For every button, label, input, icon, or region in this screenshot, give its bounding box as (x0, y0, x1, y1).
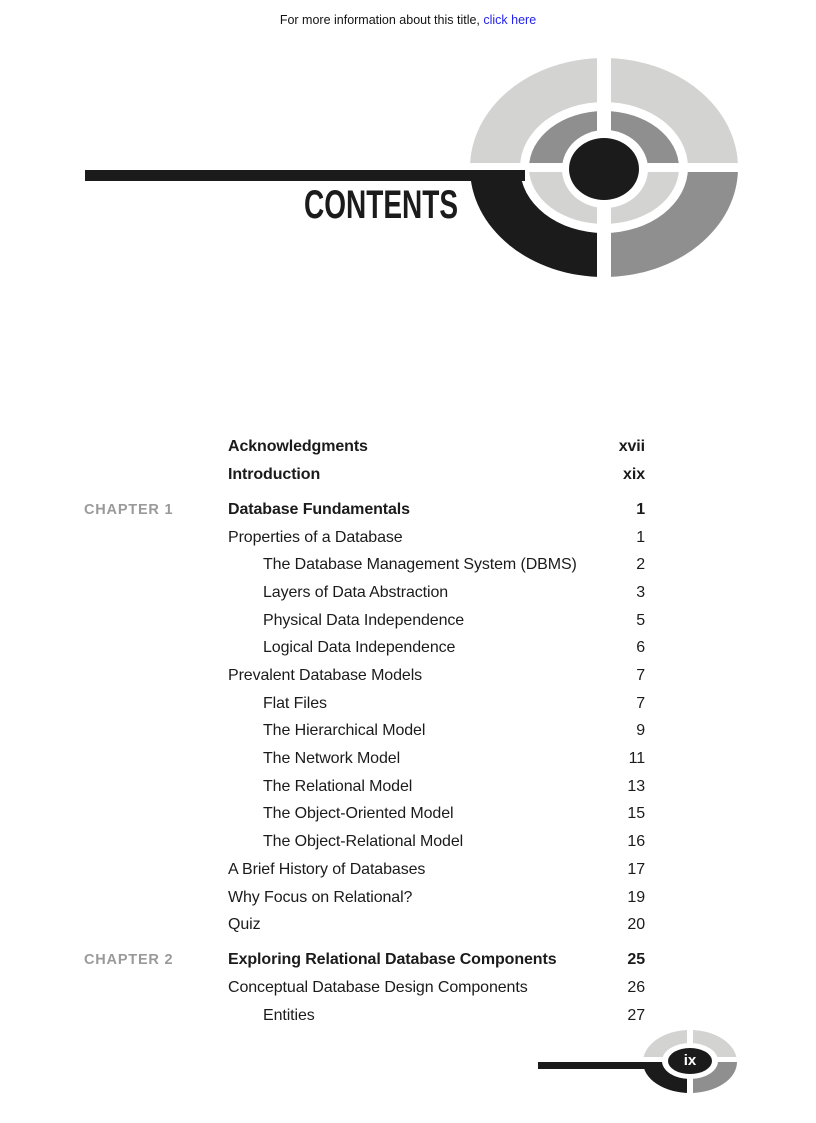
toc-row (84, 662, 645, 690)
toc-row (84, 884, 645, 912)
toc-row (84, 911, 645, 939)
entry-page-number: 17 (627, 860, 645, 878)
entry-page-number: 2 (636, 556, 645, 574)
toc-row (84, 690, 645, 718)
entry-title: The Database Management System (DBMS) (263, 556, 577, 574)
toc-row (84, 974, 645, 1002)
entry-page-number: 16 (627, 833, 645, 851)
entry-title: The Network Model (263, 750, 401, 768)
entry-page-number: 9 (636, 722, 645, 740)
toc-row (84, 800, 645, 828)
entry-page-number: xvii (618, 438, 645, 455)
entry-page-number: 26 (627, 979, 645, 997)
entry-page-number: 15 (627, 805, 645, 823)
entry-title: Logical Data Independence (263, 639, 456, 657)
footer-page-badge (668, 1048, 712, 1074)
entry-page-number: 25 (627, 951, 645, 969)
bullseye-logo (470, 58, 738, 277)
toc-row (84, 717, 645, 745)
bullseye-center (569, 138, 639, 200)
chapter-label: CHAPTER 1 (84, 501, 174, 518)
toc-row (84, 745, 645, 773)
entry-page-number: 3 (636, 583, 645, 601)
toc-row (84, 496, 645, 524)
entry-title: Properties of a Database (228, 528, 403, 546)
entry-title: Why Focus on Relational? (228, 888, 413, 906)
header-note-text: For more information about this title, (279, 13, 484, 27)
toc-row (84, 856, 645, 884)
toc-row (84, 551, 645, 579)
entry-title: Physical Data Independence (263, 611, 465, 629)
toc-row (84, 828, 645, 856)
entry-page-number: 1 (636, 528, 645, 546)
footer-bullseye-logo (643, 1030, 737, 1093)
entry-title: The Hierarchical Model (263, 722, 426, 740)
entry-page-number: 7 (636, 667, 645, 684)
entry-title: The Object-Relational Model (263, 833, 464, 851)
toc-row (84, 773, 645, 801)
entry-title: Flat Files (263, 694, 327, 712)
toc-row (84, 634, 645, 662)
entry-title: Exploring Relational Database Components (228, 951, 557, 969)
entry-page-number: 11 (628, 750, 645, 768)
toc-row (84, 607, 645, 635)
table-of-contents (84, 433, 645, 1029)
entry-title: Acknowledgments (228, 438, 368, 455)
header-note (0, 13, 816, 27)
toc-row (84, 1002, 645, 1030)
page-title: CONTENTS (304, 183, 458, 227)
entry-title: Entities (263, 1006, 315, 1024)
entry-title: A Brief History of Databases (228, 860, 426, 878)
entry-page-number: 13 (627, 777, 645, 795)
entry-title: Quiz (228, 916, 261, 934)
toc-row (84, 461, 645, 489)
entry-title: Conceptual Database Design Components (228, 979, 528, 997)
title-rule (85, 170, 525, 181)
toc-row (84, 433, 645, 461)
entry-page-number: 7 (636, 694, 645, 712)
entry-page-number: xix (623, 465, 645, 483)
entry-page-number: 1 (636, 500, 645, 518)
entry-page-number: 19 (627, 888, 645, 906)
entry-page-number: 6 (636, 639, 645, 657)
footer-page-number: ix (683, 1052, 697, 1069)
chapter-label: CHAPTER 2 (84, 952, 174, 969)
toc-row (84, 946, 645, 974)
click-here-link[interactable]: click here (483, 13, 537, 27)
toc-row (84, 524, 645, 552)
entry-title: Prevalent Database Models (228, 667, 423, 684)
entry-title: The Object-Oriented Model (263, 805, 454, 823)
entry-page-number: 27 (627, 1006, 645, 1024)
entry-title: Database Fundamentals (228, 500, 410, 518)
entry-title: The Relational Model (263, 777, 413, 795)
entry-title: Introduction (228, 465, 321, 483)
entry-page-number: 5 (636, 611, 645, 629)
entry-title: Layers of Data Abstraction (263, 583, 449, 601)
toc-row (84, 579, 645, 607)
entry-page-number: 20 (627, 916, 645, 934)
